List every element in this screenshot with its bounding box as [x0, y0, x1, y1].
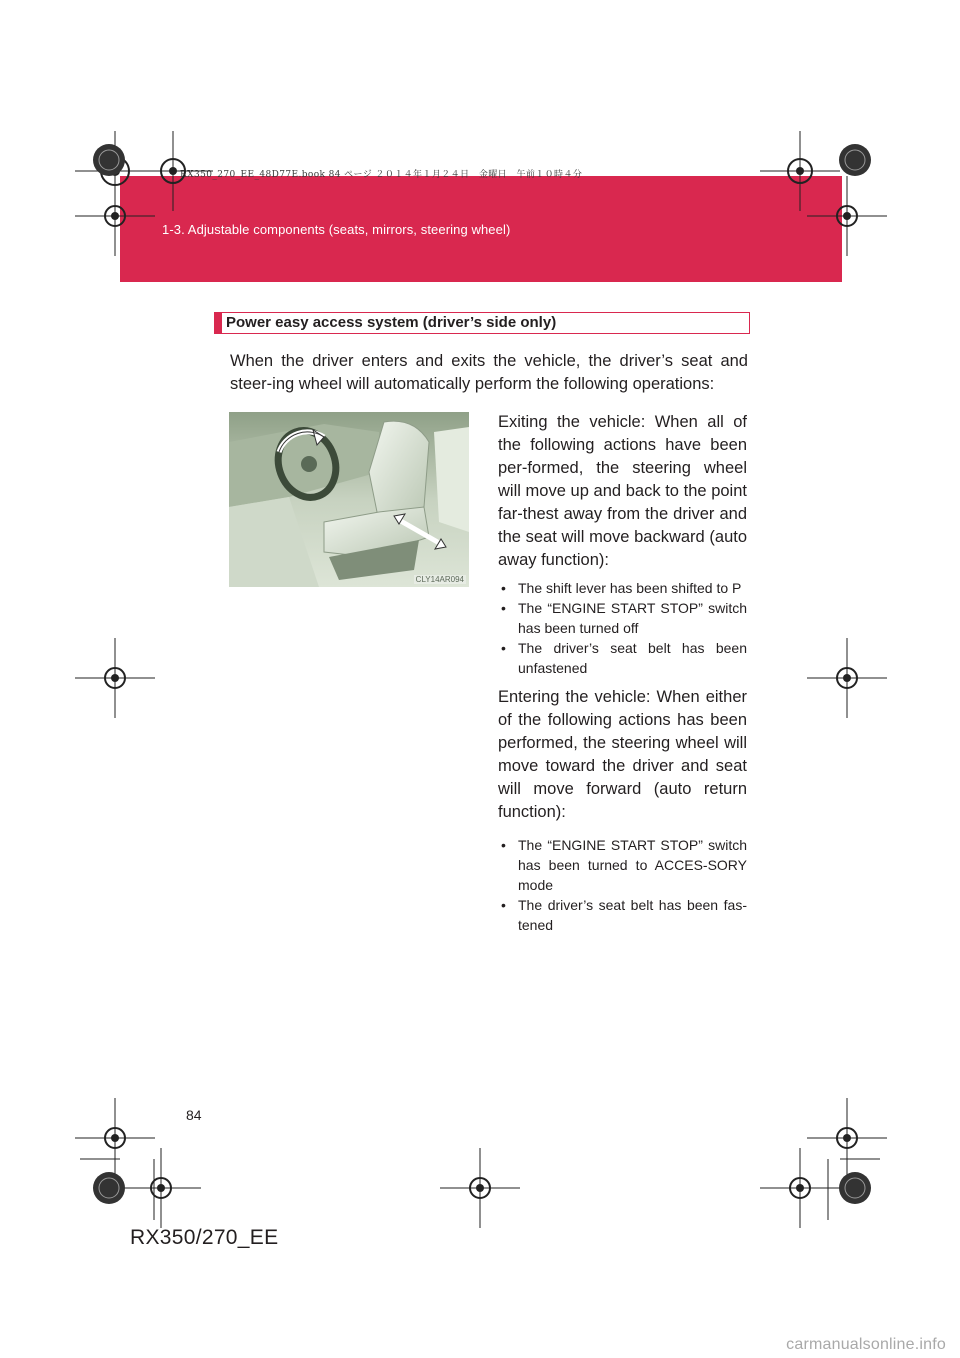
figure-code: CLY14AR094 — [415, 575, 464, 584]
exiting-paragraph: Exiting the vehicle: When all of the following actions have been per-formed, the steering wheel will move up and back to the point far-thest away from the driver and the seat will move backward (auto away function): — [498, 413, 747, 569]
page-number: 84 — [186, 1107, 202, 1123]
seat-illustration — [229, 412, 469, 587]
list-item: • The “ENGINE START STOP” switch has been turned off — [498, 598, 747, 638]
list-item: • The “ENGINE START STOP” switch has been turned to ACCES-SORY mode — [498, 835, 747, 895]
crop-wheel-icon — [838, 143, 872, 177]
entering-section — [498, 686, 747, 935]
intro-paragraph: When the driver enters and exits the vehicle, the driver’s seat and steer-ing wheel will automatically perform the following operations: — [230, 352, 748, 393]
list-item: • The driver’s seat belt has been fas-tened — [498, 895, 747, 935]
watermark: carmanualsonline.info — [786, 1336, 946, 1353]
entering-paragraph: Entering the vehicle: When either of the following actions has been performed, the steering wheel will move toward the driver and seat will move forward (auto return function): — [498, 688, 747, 821]
model-code: RX350/270_EE — [130, 1226, 279, 1249]
registration-mark-icon — [807, 176, 887, 256]
entering-conditions — [498, 835, 747, 935]
crop-lines — [80, 1155, 880, 1225]
crop-wheel-icon — [92, 143, 126, 177]
section-heading-text: Power easy access system (driver’s side only) — [226, 314, 557, 331]
print-info: RX350_270_EE_48D77E.book 84 ページ ２０１４年１月２４日 金曜日 午前１０時４分 — [180, 170, 583, 180]
exiting-section — [498, 411, 747, 678]
registration-mark-icon — [807, 638, 887, 718]
chapter-header-band — [120, 176, 842, 282]
chapter-title: 1-3. Adjustable components (seats, mirrors, steering wheel) — [162, 222, 511, 237]
registration-mark-icon — [75, 638, 155, 718]
list-item: • The shift lever has been shifted to P — [498, 578, 747, 598]
exiting-conditions — [498, 578, 747, 678]
registration-mark-icon — [75, 176, 155, 256]
list-item: • The driver’s seat belt has been unfastened — [498, 638, 747, 678]
section-heading — [214, 312, 750, 334]
heading-accent-bar — [214, 312, 222, 334]
